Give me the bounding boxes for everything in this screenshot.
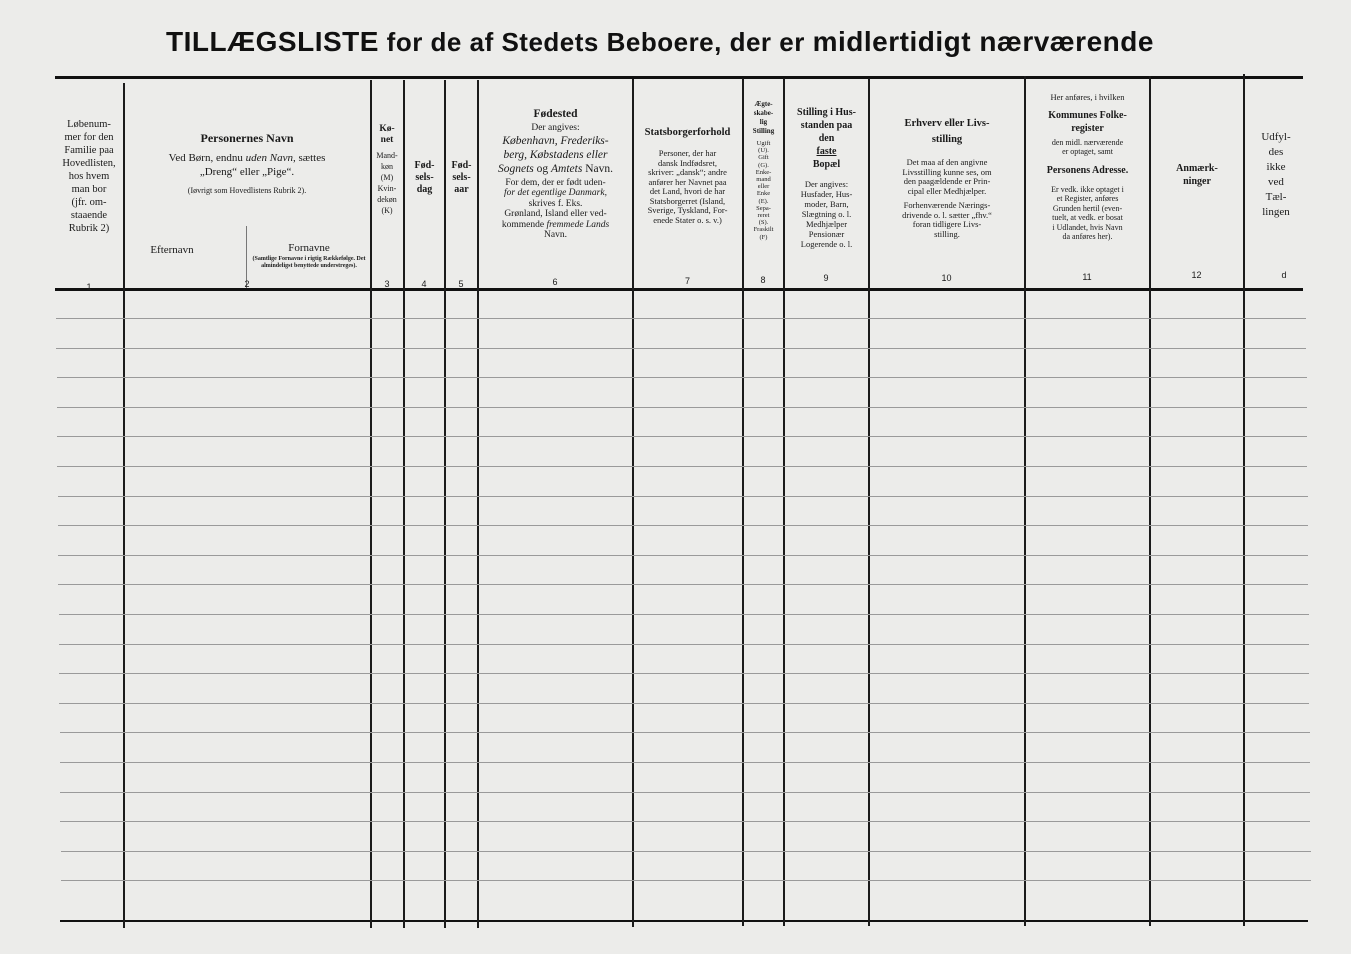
col11-heading-line: Kommunes Folke- [1048, 109, 1127, 121]
entry-row-line [56, 348, 1306, 349]
col6-l9: kommende fremmede Lands [501, 219, 610, 230]
top-rule [55, 76, 1303, 79]
col5-heading-line: aar [454, 184, 469, 195]
column-divider [123, 83, 125, 928]
col4-heading-block [405, 160, 444, 196]
col2-note: (Iøvrigt som Hovedlistens Rubrik 2). [187, 186, 307, 195]
col10-p1-line: Det maa af den angivne [906, 157, 988, 167]
col9-heading-faste: faste [816, 146, 837, 157]
col8-line: (G). [758, 161, 769, 169]
col6-l4: Sognets og Amtets Navn. [497, 162, 613, 175]
col10-header [870, 116, 1024, 239]
col9-heading-block [785, 106, 868, 145]
col3-line: Kvin- [377, 184, 397, 193]
col12-header [1151, 162, 1243, 188]
col8-line: Enke [756, 190, 771, 198]
cold-line: lingen [1262, 206, 1290, 218]
col4-heading-line: sels- [415, 172, 434, 183]
col10-p2-line: foran tidligere Livs- [912, 219, 982, 229]
col6-l10: Navn. [544, 230, 567, 240]
col8-line: Ugift [756, 140, 771, 147]
col9-line: Logerende o. l. [800, 239, 853, 249]
entry-row-line [59, 614, 1309, 615]
col9-line: Husfader, Hus- [800, 189, 853, 199]
col11-l2-line: er optaget, samt [1062, 146, 1113, 156]
col3-block [371, 150, 403, 216]
column-divider [1149, 76, 1151, 926]
col8-line: Gift [758, 154, 769, 162]
col10-p2-line: stilling. [934, 228, 960, 239]
col9-line: Der angives: [804, 179, 849, 189]
col5-heading-line: sels- [452, 172, 471, 183]
col6-heading: Fødested [533, 108, 578, 120]
col7-line: dansk Indfødsret, [657, 157, 717, 168]
col-number: 9 [823, 273, 829, 283]
entry-row-line [61, 880, 1311, 881]
cold-line: Udfyl- [1261, 131, 1291, 143]
col10-p2-block [870, 201, 1024, 239]
col4-heading-line: Fød- [414, 160, 435, 171]
col7-line: skriver: „dansk“; andre [648, 167, 727, 177]
col8-header [744, 100, 783, 241]
col2-line2: „Dreng“ eller „Pige“. [199, 166, 295, 178]
col-number: 4 [421, 279, 427, 289]
col11-p-line: i Udlandet, hvis Navn [1052, 222, 1123, 232]
col11-l1: Her anføres, i hvilken [1050, 92, 1125, 102]
col11-p-line: Er vedk. ikke optaget i [1051, 184, 1124, 194]
col9-header [785, 106, 868, 249]
col8-line: reret [757, 212, 770, 220]
entry-row-line [60, 821, 1310, 822]
col9-heading-line: standen paa [800, 120, 853, 131]
col2-header [128, 132, 366, 197]
bottom-rule [60, 920, 1308, 922]
col9-block [785, 179, 868, 249]
col-number: d [1281, 270, 1287, 280]
entry-row-line [58, 555, 1308, 556]
col3-heading-line: net [380, 135, 394, 145]
col5-heading-block [446, 160, 477, 196]
col8-line: (E). [758, 197, 769, 205]
col8-heading-line: lig [759, 118, 768, 126]
col1-line: Løbenum- [67, 119, 111, 130]
title-end: midlertidigt nærværende [812, 26, 1154, 57]
col9-heading-line: Stilling i Hus- [797, 107, 856, 118]
col-number: 6 [552, 277, 558, 287]
column-divider [444, 80, 446, 928]
col10-p2-line: drivende o. l. sætter „fhv.“ [902, 209, 992, 220]
col-number: 10 [941, 273, 952, 283]
col2-line1: Ved Børn, endnu uden Navn, sættes [168, 152, 326, 164]
col11-p-line: Grunden hertil (even- [1052, 203, 1123, 213]
col7-heading: Statsborgerforhold [644, 127, 731, 138]
col8-line: (U). [758, 147, 769, 155]
entry-row-line [61, 851, 1311, 852]
col3-line: (M) [380, 173, 394, 182]
col1-line: mer for den [64, 132, 114, 143]
col11-heading-block [1026, 109, 1149, 135]
col9-line: Medhjælper [805, 219, 848, 229]
col3-header [371, 124, 403, 216]
col6-l8: Grønland, Island eller ved- [504, 209, 607, 219]
col8-line: Enke- [755, 168, 772, 176]
col6-l2: København, Frederiks- [502, 134, 609, 147]
cold-line: ved [1268, 176, 1284, 188]
col8-line: Sepa- [756, 204, 771, 212]
col10-p1-line: Livsstilling kunne ses, om [902, 166, 992, 177]
col2-fornavne-note: (Samtlige Fornavne i rigtig Rækkefølge. Det almindeligst benyttede understreges). [252, 256, 366, 269]
col9-heading-line: den [818, 133, 835, 144]
col9-line: Slægtning o. l. [801, 209, 852, 219]
title-main: TILLÆGSLISTE [166, 26, 379, 57]
col1-header [56, 118, 122, 235]
col8-heading-block [744, 100, 783, 136]
col6-l3: berg, Købstadens eller [503, 148, 608, 161]
col8-heading-line: Stilling [752, 127, 775, 135]
col10-p2-line: Forhenværende Nærings- [903, 200, 991, 210]
col1-line: hos hvem [68, 171, 110, 182]
entry-row-line [58, 496, 1308, 497]
cold-header [1245, 130, 1307, 220]
col1-line: staaende [70, 210, 108, 221]
col-number: 2 [244, 279, 250, 289]
col10-heading-line: stilling [931, 134, 963, 145]
entry-row-line [59, 644, 1309, 645]
entry-row-line [56, 318, 1306, 319]
col12-heading-line: Anmærk- [1176, 163, 1218, 174]
col11-heading-line: register [1071, 122, 1104, 134]
col8-heading-line: Ægte- [754, 100, 773, 108]
col3-heading-line: Kø- [379, 124, 395, 134]
col2-fornavne: Fornavne [288, 242, 330, 254]
col7-block [633, 149, 742, 225]
col10-p1-block [870, 158, 1024, 196]
column-divider [403, 80, 405, 928]
col8-line: Fraskilt [753, 226, 774, 234]
entry-row-line [59, 673, 1309, 674]
col10-p1-line: cipal eller Medhjælper. [907, 185, 987, 196]
col1-line: Hovedlisten, [62, 158, 116, 169]
col8-block [744, 140, 783, 241]
col5-heading-line: Fød- [451, 160, 472, 171]
col8-line: (S). [758, 219, 769, 227]
col11-p-line: tuelt, at vedk. er bosat [1052, 213, 1123, 222]
col7-line: enede Stater o. s. v.) [653, 214, 722, 225]
entry-row-line [59, 703, 1309, 704]
col12-heading-line: ninger [1183, 176, 1211, 187]
col6-l7: skrives f. Eks. [528, 198, 583, 209]
col4-header [405, 160, 444, 196]
col6-l6: for det egentlige Danmark, [504, 188, 607, 198]
col6-l1: Der angives: [531, 123, 580, 133]
col7-header [633, 126, 742, 225]
col3-heading-block [371, 124, 403, 146]
col11-p-line: da anføres her). [1062, 232, 1113, 241]
cold-block [1245, 130, 1307, 220]
col-number: 3 [384, 279, 390, 289]
col3-line: køn [381, 162, 393, 171]
entry-row-line [58, 525, 1308, 526]
col7-line: Sverige, Tyskland, For- [647, 205, 728, 215]
col1-line: (jfr. om- [71, 197, 107, 208]
col7-line: Statsborgerret (Island, [649, 195, 726, 206]
cold-line: des [1268, 146, 1284, 158]
col7-line: Personer, der har [658, 148, 717, 158]
col1-line: man bor [71, 184, 107, 195]
col11-l2-block [1026, 138, 1149, 156]
entry-row-line [57, 466, 1307, 467]
col3-line: dekøn [377, 195, 397, 204]
col11-header [1026, 92, 1149, 242]
col1-block [56, 118, 122, 235]
col-number: 1 [86, 282, 92, 292]
col10-heading-block [870, 116, 1024, 148]
col11-heading2: Personens Adresse. [1046, 164, 1129, 176]
col1-line: Familie paa [64, 145, 114, 156]
col10-heading-line: Erhverv eller Livs- [904, 118, 990, 129]
col-number: 7 [684, 276, 690, 286]
col6-l5: For dem, der er født uden- [505, 177, 606, 188]
col7-line: anfører her Navnet paa [648, 176, 727, 187]
col9-line: moder, Barn, [804, 199, 849, 209]
cold-line: ikke [1266, 161, 1286, 173]
cold-line: Tæl- [1265, 191, 1287, 203]
col-number: 11 [1082, 272, 1092, 282]
col8-heading-line: skabe- [753, 109, 774, 117]
col8-line: mand [756, 176, 771, 184]
entry-row-line [58, 584, 1308, 585]
form-title [60, 26, 1260, 58]
col11-l2-line: den midl. nærværende [1051, 137, 1124, 147]
col7-line: det Land, hvori de har [649, 186, 726, 196]
col5-header [446, 160, 477, 196]
col12-heading-block [1151, 162, 1243, 188]
entry-row-line [57, 377, 1307, 378]
col1-line: Rubrik 2) [68, 223, 110, 234]
col9-heading-end: Bopæl [812, 159, 841, 170]
col8-line: eller [757, 183, 770, 191]
col11-p-line: et Register, anføres [1056, 194, 1119, 203]
entry-row-line [60, 792, 1310, 793]
col6-header [479, 108, 632, 241]
title-middle: for de af Stedets Beboere, der er [386, 27, 805, 57]
col-number: 8 [760, 275, 766, 285]
entry-row-line [57, 436, 1307, 437]
col9-line: Pensionær [808, 229, 845, 239]
col2-efternavn: Efternavn [150, 244, 194, 256]
entry-row-line [60, 732, 1310, 733]
col-number: 5 [458, 279, 464, 289]
col3-line: (K) [381, 206, 393, 215]
col3-line: Mand- [376, 151, 398, 160]
col4-heading-line: dag [416, 184, 433, 195]
entry-row-line [60, 762, 1310, 763]
col8-line: (F) [759, 233, 768, 241]
col10-p1-line: den paagældende er Prin- [903, 176, 991, 186]
entry-row-line [57, 407, 1307, 408]
col11-p-block [1026, 185, 1149, 242]
col-number: 12 [1191, 270, 1202, 280]
col2-heading: Personernes Navn [200, 131, 294, 145]
